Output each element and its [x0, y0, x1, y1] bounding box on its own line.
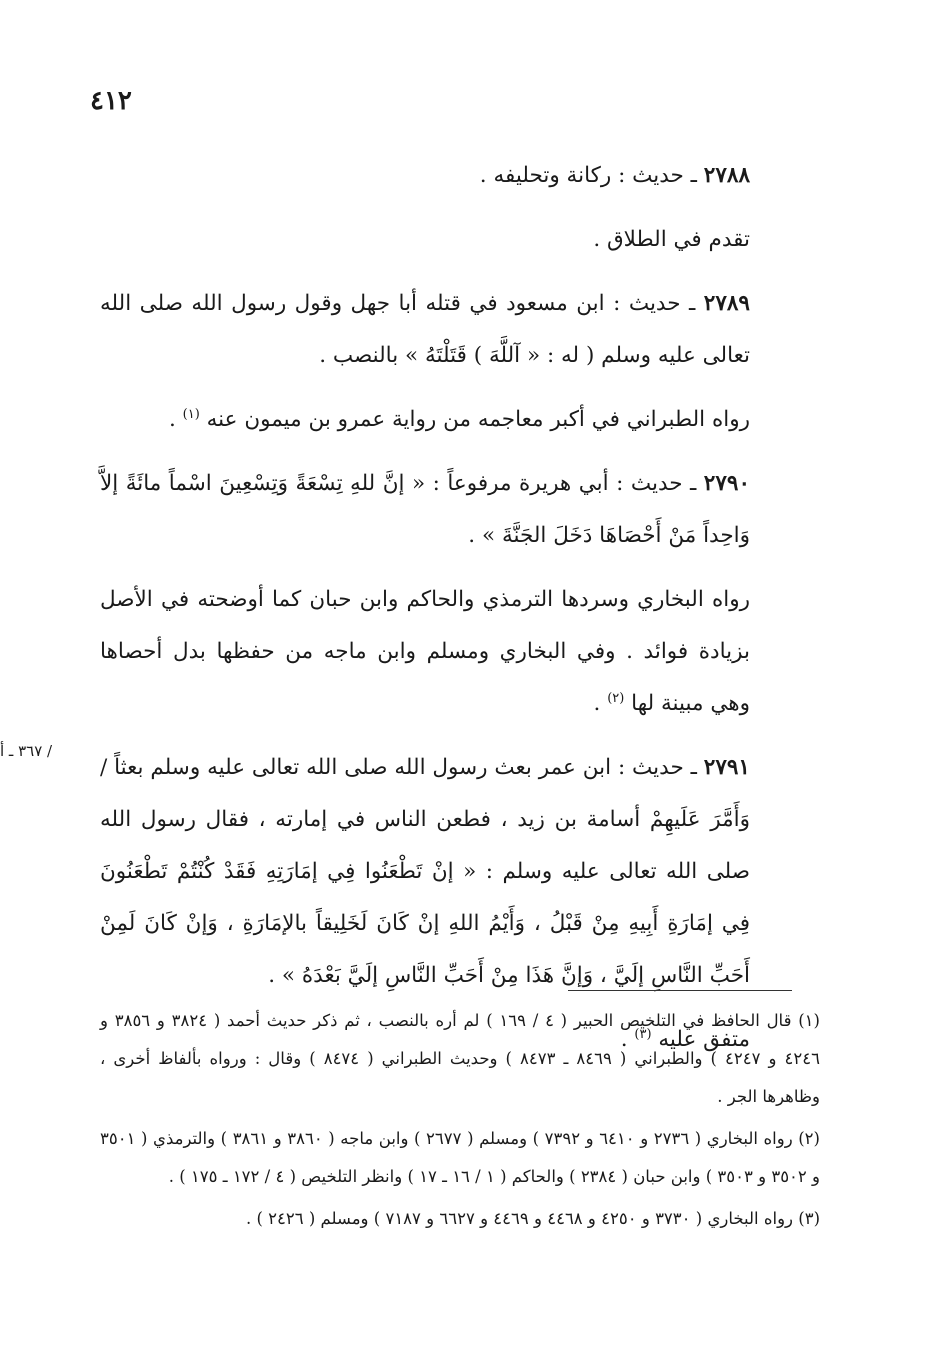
- entry-number: ٢٧٨٨: [703, 163, 750, 188]
- footnote-1: (١) قال الحافظ في التلخيص الحبير ( ٤ / ١٦٩ ) لم أره بالنصب ، ثم ذكر حديث أحمد ( ٣٨٢٤ و ٣٨٥٦ و ٤٢٤٦ و ٤٢٤٧ ) والطبراني ( ٨٤٦٩ ـ ٨٤٧٣ ) وحديث الطبراني ( ٨٤٧٤ ) وقال : ورواه بألفاظ أخرى ، وظاهرها الجر .: [100, 1011, 820, 1106]
- footnote-ref: (١): [182, 406, 200, 422]
- entry-commentary: [100, 214, 800, 266]
- footnote-3: (٣) رواه البخاري ( ٣٧٣٠ و ٤٢٥٠ و ٤٤٦٨ و ٤٤٦٩ و ٦٦٢٧ و ٧١٨٧ ) ومسلم ( ٢٤٢٦ ) .: [246, 1209, 820, 1228]
- commentary-text: رواه الطبراني في أكبر معاجمه من رواية عمرو بن ميمون عنه: [206, 407, 750, 432]
- commentary-end: .: [168, 407, 176, 432]
- commentary-end: .: [620, 1027, 628, 1052]
- footnotes: [100, 1002, 820, 1242]
- entry-commentary: [100, 574, 800, 730]
- page-number: ٤١٢: [90, 86, 132, 116]
- hadith-entry-2790: [100, 458, 800, 562]
- entry-title: ـ حديث : أبي هريرة مرفوعاً : « إنَّ للهِ تِسْعَةً وَتِسْعِينَ اسْماً مائَةً إلاَّ وَاحِداً مَنْ أَحْصَاهَا دَخَلَ الجَنَّةَ » .: [100, 471, 750, 548]
- hadith-entry-2791: [100, 742, 800, 1002]
- hadith-entry-2789: [100, 278, 800, 382]
- commentary-text: رواه البخاري وسردها الترمذي والحاكم وابن حبان كما أوضحته في الأصل بزيادة فوائد . وفي البخاري ومسلم وابن ماجه من حفظها بدل أحصاها وهي مبينة لها: [100, 587, 750, 716]
- entry-title: ـ حديث : ابن مسعود في قتله أبا جهل وقول رسول الله صلى الله تعالى عليه وسلم ( له : « آللَّهَ ) قَتَلْتَهُ » بالنصب .: [100, 291, 750, 368]
- manuscript-folio-marker: / ٣٦٧ ـ أ: [0, 742, 53, 760]
- entry-number: ٢٧٩٠: [703, 471, 750, 496]
- entry-title: ـ حديث : ابن عمر بعث رسول الله صلى الله تعالى عليه وسلم بعثاً / وَأَمَّرَ عَلَيهِمْ أسامة بن زيد ، فطعن الناس في إمارته ، فقال رسول الله صلى الله تعالى عليه وسلم : « إنْ تَطْعَنُوا فِي إمَارَتِهِ فَقَدْ كُنْتُمْ تَطْعَنُونَ فِي إمَارَةِ أَبِيهِ مِنْ قَبْلُ ، وَأَيْمُ اللهِ إنْ كَانَ لَخَلِيقاً بالإمَارَةِ ، وَإنْ كَانَ لَمِنْ أَحَبِّ النَّاسِ إلَيَّ ، وَإنَّ هَذَا مِنْ أَحَبِّ النَّاسِ إلَيَّ بَعْدَهُ » .: [100, 755, 750, 988]
- footnote-ref: (٣): [634, 1026, 652, 1042]
- entry-title: ـ حديث : ركانة وتحليفه .: [479, 163, 697, 188]
- hadith-entry-2788: [100, 150, 800, 202]
- commentary-text: تقدم في الطلاق .: [593, 227, 750, 252]
- footnote-ref: (٢): [607, 690, 625, 706]
- footnote-divider: [568, 990, 792, 991]
- commentary-text: متفق عليه: [658, 1027, 750, 1052]
- footnote-2: (٢) رواه البخاري ( ٢٧٣٦ و ٦٤١٠ و ٧٣٩٢ ) ومسلم ( ٢٦٧٧ ) وابن ماجه ( ٣٨٦٠ و ٣٨٦١ ) والترمذي ( ٣٥٠١ و ٣٥٠٢ و ٣٥٠٣ ) وابن حبان ( ٢٣٨٤ ) والحاكم ( ١ / ١٦ ـ ١٧ ) وانظر التلخيص ( ٤ / ١٧٢ ـ ١٧٥ ) .: [100, 1129, 820, 1186]
- entry-commentary: [100, 394, 800, 446]
- main-text: [100, 150, 800, 1078]
- commentary-end: .: [593, 691, 601, 716]
- entry-number: ٢٧٨٩: [703, 291, 750, 316]
- entry-number: ٢٧٩١: [703, 755, 750, 780]
